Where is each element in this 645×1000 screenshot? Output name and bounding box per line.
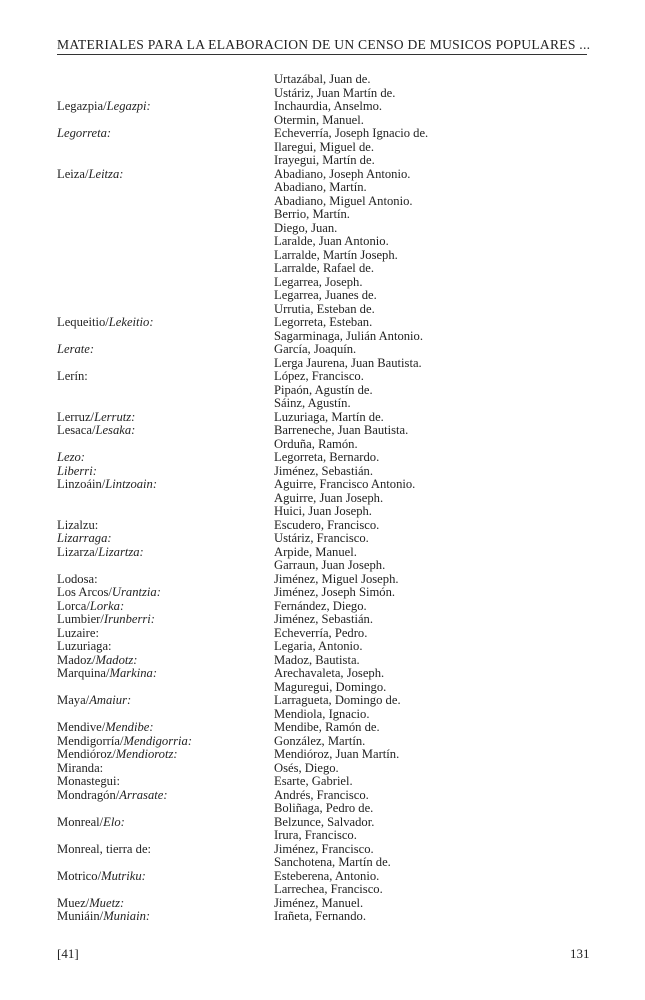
census-entry — [57, 694, 617, 721]
place-spanish: Monreal, tierra de: — [57, 841, 152, 856]
place-spanish: Monreal/ — [57, 814, 104, 829]
musician-name: Urrutia, Esteban de. — [274, 301, 375, 316]
musician-name: Irañeta, Fernando. — [274, 909, 366, 923]
musician-name: Urtazábal, Juan de. — [274, 72, 371, 86]
place-name — [57, 546, 274, 573]
musician-names — [274, 762, 617, 776]
census-entry — [57, 843, 617, 870]
musician-name: Mendiola, Ignacio. — [274, 706, 370, 721]
musician-names — [274, 370, 617, 411]
musician-names — [274, 789, 617, 816]
musician-name: Abadiano, Miguel Antonio. — [274, 193, 413, 208]
place-name — [57, 478, 274, 519]
musician-name: López, Francisco. — [274, 369, 364, 383]
place-basque: Muetz: — [89, 895, 125, 910]
census-entry — [57, 870, 617, 897]
musician-name: Escudero, Francisco. — [274, 517, 380, 532]
place-name — [57, 721, 274, 735]
census-entry — [57, 748, 617, 762]
musician-names — [274, 424, 617, 451]
musician-names — [274, 667, 617, 694]
musician-name: Inchaurdia, Anselmo. — [274, 99, 383, 113]
place-name — [57, 735, 274, 749]
place-name — [57, 127, 274, 168]
musician-names — [274, 910, 617, 924]
musician-name: Huici, Juan Joseph. — [274, 504, 372, 518]
musician-name: Laralde, Juan Antonio. — [274, 234, 389, 248]
place-spanish: Legazpia/ — [57, 99, 107, 113]
place-basque: Mendibe: — [105, 720, 154, 734]
place-basque: Lerrutz: — [94, 409, 136, 424]
musician-name: Jiménez, Miguel Joseph. — [274, 571, 399, 586]
place-name — [57, 843, 274, 870]
musician-name: Larragueta, Domingo de. — [274, 693, 401, 707]
place-name — [57, 694, 274, 721]
place-spanish: Motrico/ — [57, 868, 102, 883]
census-entry — [57, 532, 617, 546]
musician-names — [274, 775, 617, 789]
musician-name: Legorreta, Bernardo. — [274, 450, 380, 464]
musician-name: González, Martín. — [274, 733, 366, 748]
census-entry — [57, 100, 617, 127]
census-entry — [57, 73, 617, 100]
musician-name: Madoz, Bautista. — [274, 652, 360, 667]
place-basque: Arrasate: — [119, 787, 168, 802]
place-spanish: Lizalzu: — [57, 517, 99, 532]
musician-names — [274, 478, 617, 519]
place-spanish: Mendigorría/ — [57, 733, 124, 748]
census-entry — [57, 654, 617, 668]
place-spanish: Lodosa: — [57, 571, 98, 586]
census-entry — [57, 546, 617, 573]
place-basque: Legazpi: — [106, 99, 151, 113]
census-entry — [57, 627, 617, 641]
place-name — [57, 667, 274, 694]
musician-names — [274, 721, 617, 735]
place-name — [57, 910, 274, 924]
musician-name: Jiménez, Manuel. — [274, 895, 364, 910]
census-entry — [57, 127, 617, 168]
place-name — [57, 424, 274, 451]
place-name — [57, 411, 274, 425]
musician-name: Legorreta, Esteban. — [274, 315, 373, 329]
musician-name: Abadiano, Martín. — [274, 180, 367, 194]
place-spanish: Linzoáin/ — [57, 477, 106, 491]
place-name — [57, 465, 274, 479]
place-basque: Urantzia: — [111, 585, 161, 599]
page-number: 131 — [570, 946, 590, 961]
musician-names — [274, 573, 617, 587]
census-entry — [57, 613, 617, 627]
place-name — [57, 586, 274, 600]
place-basque: Lizarraga: — [57, 531, 112, 545]
musician-names — [274, 411, 617, 425]
place-name — [57, 789, 274, 816]
musician-names — [274, 532, 617, 546]
place-name — [57, 640, 274, 654]
musician-name: Arpide, Manuel. — [274, 544, 357, 559]
census-entry — [57, 910, 617, 924]
census-entry — [57, 600, 617, 614]
musician-name: Mendibe, Ramón de. — [274, 720, 380, 734]
musician-names — [274, 519, 617, 533]
census-entry — [57, 465, 617, 479]
musician-names — [274, 816, 617, 843]
place-name — [57, 73, 274, 100]
musician-name: Aguirre, Juan Joseph. — [274, 490, 384, 505]
census-entry — [57, 168, 617, 317]
musician-name: Ustáriz, Juan Martín de. — [274, 85, 396, 100]
census-entry — [57, 775, 617, 789]
place-spanish: Mendive/ — [57, 720, 106, 734]
musician-name: Orduña, Ramón. — [274, 436, 358, 451]
musician-name: Belzunce, Salvador. — [274, 814, 375, 829]
musician-name: Berrio, Martín. — [274, 207, 350, 221]
place-name — [57, 816, 274, 843]
musician-names — [274, 748, 617, 762]
musician-name: Andrés, Francisco. — [274, 787, 369, 802]
musician-name: Esteberena, Antonio. — [274, 868, 380, 883]
musician-names — [274, 100, 617, 127]
musician-name: Arechavaleta, Joseph. — [274, 666, 385, 680]
musician-name: Maguregui, Domingo. — [274, 679, 387, 694]
census-entry — [57, 316, 617, 343]
musician-name: Jiménez, Sebastián. — [274, 463, 373, 478]
musician-name: Jiménez, Joseph Simón. — [274, 585, 396, 599]
musician-names — [274, 451, 617, 465]
place-name — [57, 600, 274, 614]
census-entry — [57, 735, 617, 749]
place-spanish: Monastegui: — [57, 774, 120, 788]
musician-name: Larralde, Rafael de. — [274, 261, 374, 275]
place-spanish: Los Arcos/ — [57, 585, 112, 599]
musician-name: Garraun, Juan Joseph. — [274, 558, 386, 572]
place-basque: Irunberri: — [103, 612, 155, 626]
place-name — [57, 870, 274, 897]
musician-name: Lerga Jaurena, Juan Bautista. — [274, 355, 422, 370]
place-basque: Lintzoain: — [105, 477, 158, 491]
census-entry — [57, 573, 617, 587]
census-list — [57, 73, 617, 924]
musician-name: Osés, Diego. — [274, 760, 339, 775]
census-entry — [57, 343, 617, 370]
census-entry — [57, 424, 617, 451]
place-basque: Madotz: — [95, 652, 138, 667]
musician-name: Esarte, Gabriel. — [274, 774, 353, 788]
census-entry — [57, 640, 617, 654]
musician-names — [274, 654, 617, 668]
place-name — [57, 775, 274, 789]
place-name — [57, 573, 274, 587]
place-name — [57, 532, 274, 546]
musician-name: Sagarminaga, Julián Antonio. — [274, 328, 424, 343]
place-name — [57, 343, 274, 370]
musician-names — [274, 870, 617, 897]
musician-names — [274, 694, 617, 721]
census-entry — [57, 370, 617, 411]
musician-names — [274, 546, 617, 573]
place-name — [57, 100, 274, 127]
census-entry — [57, 816, 617, 843]
musician-name: Abadiano, Joseph Antonio. — [274, 166, 411, 181]
musician-name: García, Joaquín. — [274, 342, 357, 356]
place-spanish: Lerín: — [57, 369, 88, 383]
musician-name: Diego, Juan. — [274, 220, 338, 235]
place-basque: Lezo: — [57, 450, 85, 464]
musician-name: Pipaón, Agustín de. — [274, 382, 373, 397]
place-name — [57, 519, 274, 533]
place-basque: Leitza: — [88, 166, 124, 181]
place-name — [57, 748, 274, 762]
place-name — [57, 654, 274, 668]
census-entry — [57, 478, 617, 519]
census-entry — [57, 586, 617, 600]
place-spanish: Mendióroz/ — [57, 747, 116, 761]
musician-name: Echeverría, Pedro. — [274, 625, 368, 640]
musician-names — [274, 640, 617, 654]
place-name — [57, 897, 274, 911]
census-entry — [57, 762, 617, 776]
section-number: [41] — [57, 946, 79, 961]
census-entry — [57, 789, 617, 816]
musician-names — [274, 627, 617, 641]
place-spanish: Lequeitio/ — [57, 315, 109, 329]
census-entry — [57, 721, 617, 735]
place-basque: Lizartza: — [98, 544, 144, 559]
place-spanish: Madoz/ — [57, 652, 96, 667]
musician-name: Echeverría, Joseph Ignacio de. — [274, 126, 429, 140]
place-name — [57, 451, 274, 465]
place-name — [57, 316, 274, 343]
census-entry — [57, 411, 617, 425]
musician-names — [274, 127, 617, 168]
place-name — [57, 627, 274, 641]
place-basque: Lekeitio: — [108, 315, 154, 329]
place-name — [57, 613, 274, 627]
census-entry — [57, 897, 617, 911]
musician-name: Jiménez, Francisco. — [274, 841, 374, 856]
place-basque: Muniain: — [103, 909, 151, 923]
place-spanish: Marquina/ — [57, 666, 110, 680]
musician-name: Irura, Francisco. — [274, 828, 357, 842]
place-basque: Amaiur: — [89, 693, 132, 707]
musician-names — [274, 73, 617, 100]
place-basque: Lerate: — [57, 342, 95, 356]
running-header: MATERIALES PARA LA ELABORACION DE UN CENSO DE MUSICOS POPULARES ... — [57, 36, 587, 55]
census-entry — [57, 519, 617, 533]
place-spanish: Lesaca/ — [57, 423, 96, 437]
place-basque: Mutriku: — [101, 868, 146, 883]
place-name — [57, 762, 274, 776]
place-spanish: Muniáin/ — [57, 909, 104, 923]
place-basque: Mendiorotz: — [115, 747, 178, 761]
place-spanish: Luzuriaga: — [57, 639, 112, 653]
musician-name: Barreneche, Juan Bautista. — [274, 423, 409, 437]
musician-name: Fernández, Diego. — [274, 598, 367, 613]
place-spanish: Lerruz/ — [57, 409, 95, 424]
musician-names — [274, 465, 617, 479]
musician-name: Sanchotena, Martín de. — [274, 855, 391, 869]
musician-name: Sáinz, Agustín. — [274, 396, 351, 410]
musician-names — [274, 586, 617, 600]
musician-names — [274, 343, 617, 370]
place-basque: Legorreta: — [57, 126, 112, 140]
musician-names — [274, 600, 617, 614]
musician-names — [274, 168, 617, 317]
place-name — [57, 168, 274, 317]
musician-name: Otermin, Manuel. — [274, 112, 364, 127]
place-spanish: Leiza/ — [57, 166, 89, 181]
musician-name: Luzuriaga, Martín de. — [274, 409, 384, 424]
musician-name: Ustáriz, Francisco. — [274, 531, 369, 545]
musician-name: Legarrea, Joseph. — [274, 274, 363, 289]
musician-name: Legarrea, Juanes de. — [274, 288, 377, 302]
musician-names — [274, 613, 617, 627]
place-basque: Lorka: — [89, 598, 125, 613]
musician-name: Ilaregui, Miguel de. — [274, 139, 375, 154]
musician-name: Irayegui, Martín de. — [274, 153, 375, 167]
place-spanish: Muez/ — [57, 895, 90, 910]
musician-names — [274, 316, 617, 343]
place-name — [57, 370, 274, 411]
musician-name: Jiménez, Sebastián. — [274, 612, 373, 626]
place-spanish: Luzaire: — [57, 625, 99, 640]
place-spanish: Lorca/ — [57, 598, 90, 613]
place-basque: Lesaka: — [95, 423, 136, 437]
musician-name: Aguirre, Francisco Antonio. — [274, 477, 416, 491]
place-spanish: Lumbier/ — [57, 612, 104, 626]
musician-name: Mendióroz, Juan Martín. — [274, 747, 400, 761]
musician-names — [274, 843, 617, 870]
place-basque: Elo: — [103, 814, 125, 829]
place-spanish: Maya/ — [57, 693, 90, 707]
place-basque: Liberri: — [57, 463, 97, 478]
musician-name: Boliñaga, Pedro de. — [274, 801, 374, 815]
place-spanish: Lizarza/ — [57, 544, 99, 559]
musician-names — [274, 897, 617, 911]
musician-name: Larralde, Martín Joseph. — [274, 247, 398, 262]
census-entry — [57, 667, 617, 694]
musician-names — [274, 735, 617, 749]
place-basque: Mendigorria: — [123, 733, 193, 748]
place-spanish: Miranda: — [57, 760, 104, 775]
census-entry — [57, 451, 617, 465]
musician-name: Larrechea, Francisco. — [274, 882, 383, 896]
place-spanish: Mondragón/ — [57, 787, 120, 802]
musician-name: Legaria, Antonio. — [274, 639, 363, 653]
place-basque: Markina: — [109, 666, 158, 680]
